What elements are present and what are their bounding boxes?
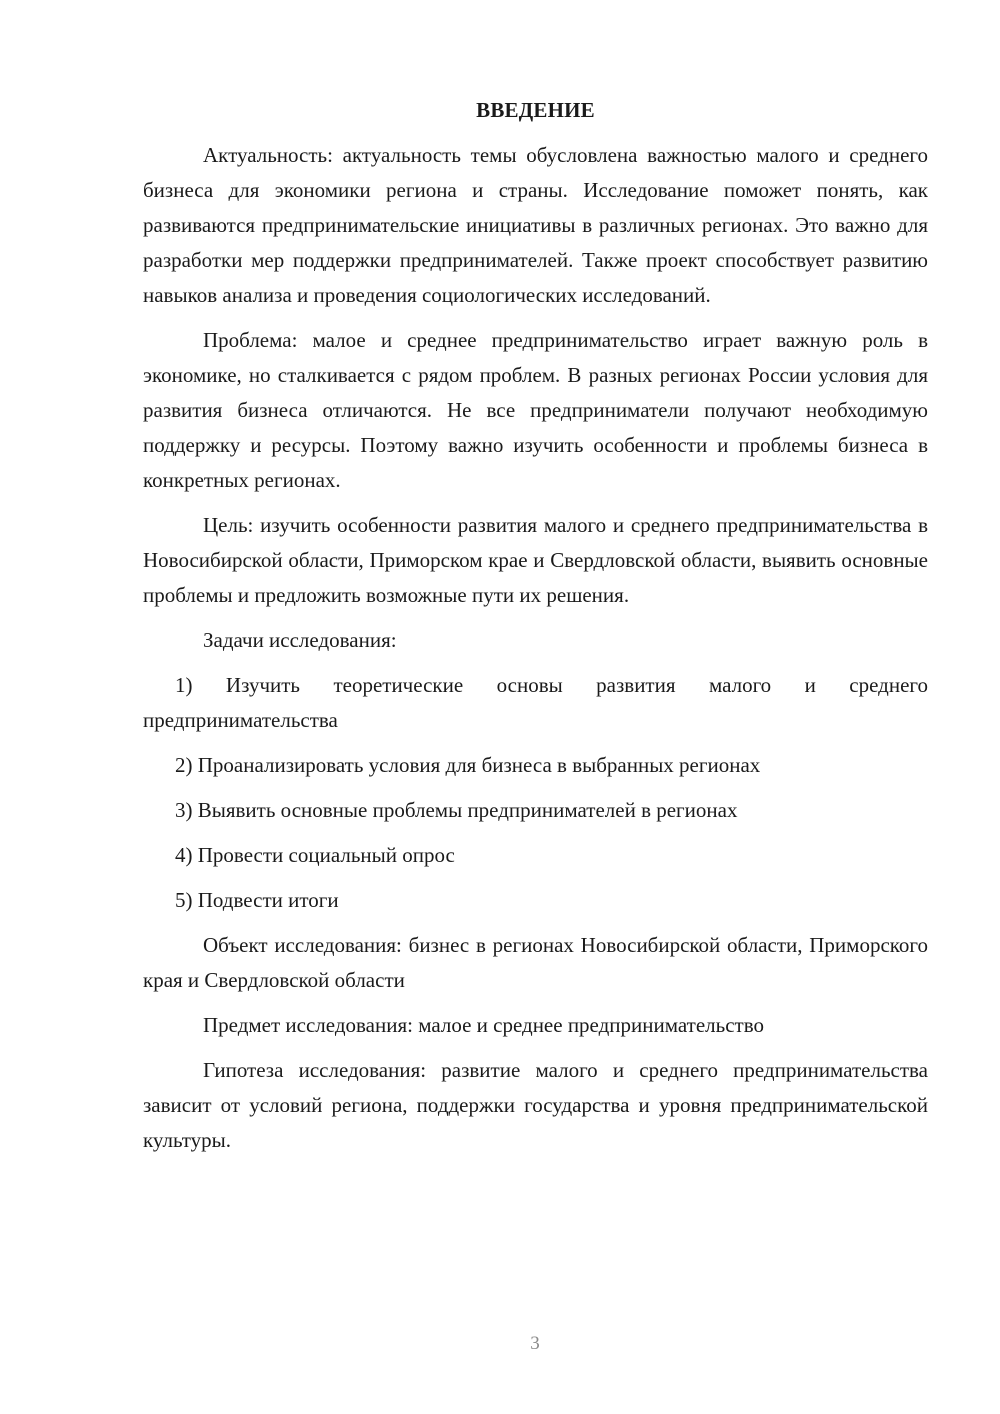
task-item-2: 2) Проанализировать условия для бизнеса в выбранных регионах <box>175 753 761 777</box>
subject-paragraph: Предмет исследования: малое и среднее предпринимательство <box>203 1013 764 1037</box>
relevance-paragraph: Актуальность: актуальность темы обусловлена важностью малого и среднего бизнеса для экономики региона и страны. Исследование поможет понять, как развиваются предпринимательские инициативы в различных регионах. Это важно для разработки мер поддержки предпринимателей. Также проект способствует развитию навыков анализа и проведения социологических исследований. <box>143 143 928 307</box>
task-item-3: 3) Выявить основные проблемы предпринимателей в регионах <box>175 798 738 822</box>
page-number: 3 <box>530 1333 540 1354</box>
task-item-5: 5) Подвести итоги <box>175 888 339 912</box>
tasks-heading: Задачи исследования: <box>203 628 397 652</box>
task-item-1: 1) Изучить теоретические основы развития малого и среднего предпринимательства <box>143 673 928 732</box>
problem-paragraph: Проблема: малое и среднее предпринимательство играет важную роль в экономике, но сталкивается с рядом проблем. В разных регионах России условия для развития бизнеса отличаются. Не все предприниматели получают необходимую поддержку и ресурсы. Поэтому важно изучить особенности и проблемы бизнеса в конкретных регионах. <box>143 328 928 492</box>
task-item-4: 4) Провести социальный опрос <box>175 843 455 867</box>
page-content <box>143 93 928 1168</box>
object-paragraph: Объект исследования: бизнес в регионах Новосибирской области, Приморского края и Свердловской области <box>143 933 928 992</box>
page-title: ВВЕДЕНИЕ <box>476 98 595 122</box>
hypothesis-paragraph: Гипотеза исследования: развитие малого и среднего предпринимательства зависит от условий региона, поддержки государства и уровня предпринимательской культуры. <box>143 1058 928 1152</box>
goal-paragraph: Цель: изучить особенности развития малого и среднего предпринимательства в Новосибирской области, Приморском крае и Свердловской области, выявить основные проблемы и предложить возможные пути их решения. <box>143 513 928 607</box>
